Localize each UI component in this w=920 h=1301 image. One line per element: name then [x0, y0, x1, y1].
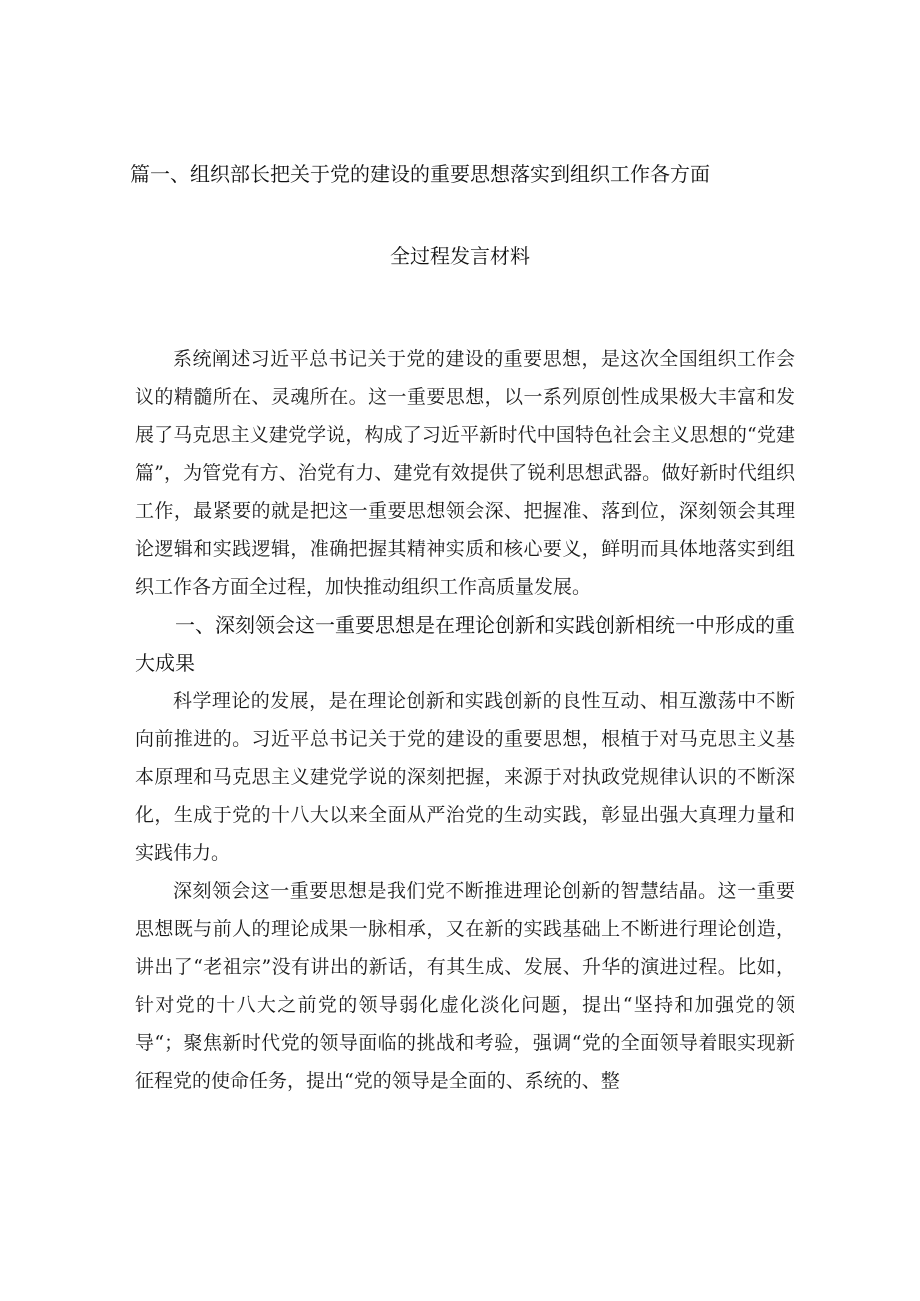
intro-paragraph: 系统阐述习近平总书记关于党的建设的重要思想，是这次全国组织工作会议的精髓所在、灵魂所在。这一重要思想，以一系列原创性成果极大丰富和发展了马克思主义建党学说，构成了习近平新时代中国特色社会主义思想的“党建篇”，为管党有方、治党有力、建党有效提供了锐利思想武器。做好新时代组织工作，最紧要的就是把这一重要思想领会深、把握准、落到位，深刻领会其理论逻辑和实践逻辑，准确把握其精神实质和核心要义，鲜明而具体地落实到组织工作各方面全过程，加快推动组织工作高质量发展。	[135, 348, 795, 598]
section-heading: 一、深刻领会这一重要思想是在理论创新和实践创新相统一中形成的重大成果	[135, 613, 795, 675]
section-paragraph-2: 深刻领会这一重要思想是我们党不断推进理论创新的智慧结晶。这一重要思想既与前人的理论成果一脉相承，又在新的实践基础上不断进行理论创造，讲出了“老祖宗”没有讲出的新话，有其生成、发展、升华的演进过程。比如，针对党的十八大之前党的领导弱化虚化淡化问题，提出“坚持和加强党的领导“；聚焦新时代党的领导面临的挑战和考验，强调“党的全面领导着眼实现新征程党的使命任务，提出“党的领导是全面的、系统的、整	[135, 880, 795, 1092]
document-title-line-1: 篇一、组织部长把关于党的建设的重要思想落实到组织工作各方面	[130, 162, 710, 186]
section-paragraph-1: 科学理论的发展，是在理论创新和实践创新的良性互动、相互激荡中不断向前推进的。习近平总书记关于党的建设的重要思想，根植于对马克思主义基本原理和马克思主义建党学说的深刻把握，来源于对执政党规律认识的不断深化，生成于党的十八大以来全面从严治党的生动实践，彰显出强大真理力量和实践伟力。	[135, 690, 795, 864]
document-title-line-2: 全过程发言材料	[390, 244, 530, 268]
document-body	[135, 340, 795, 1100]
